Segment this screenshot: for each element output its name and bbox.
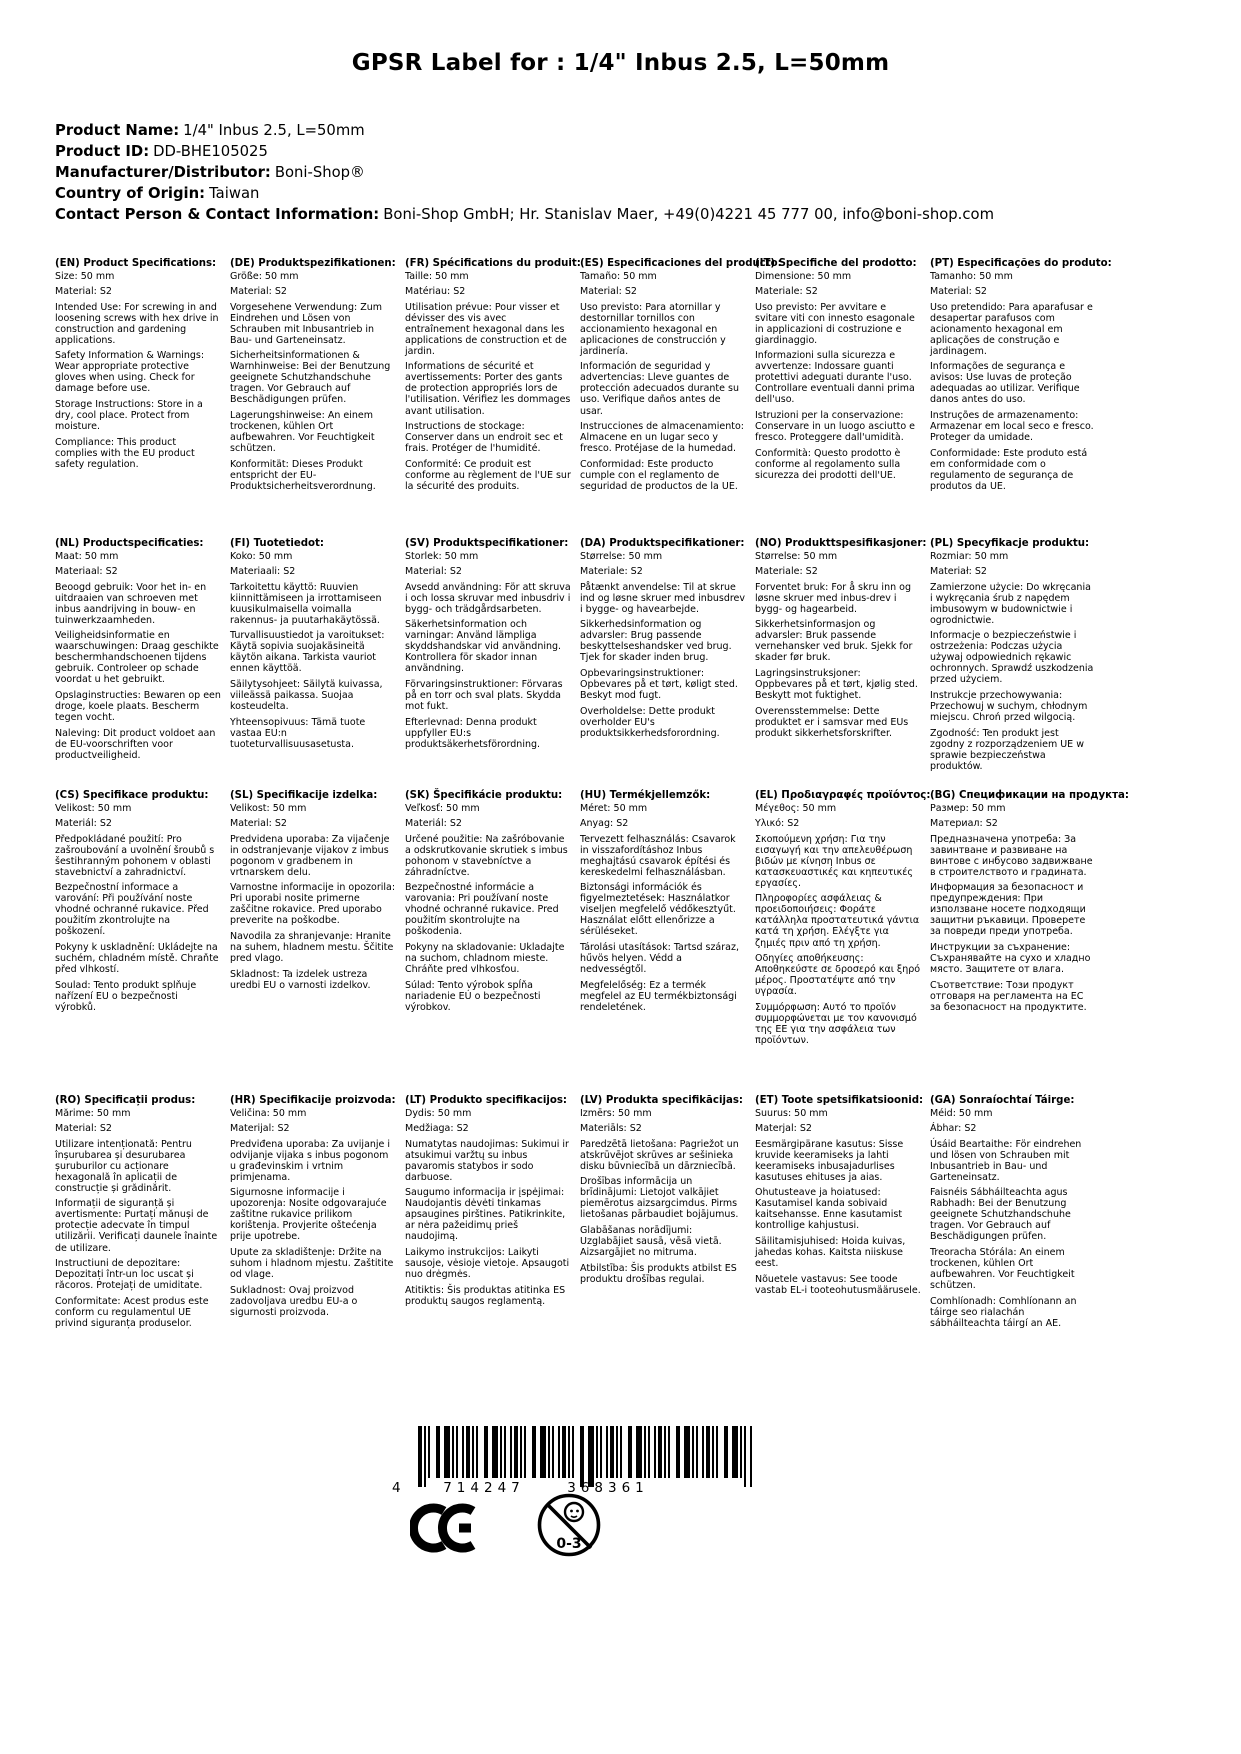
spec-block-header: (SK) Špecifikácie produktu: xyxy=(405,790,563,801)
spec-block-header: (GA) Sonraíochtaí Táirge: xyxy=(930,1095,1075,1106)
barcode-bar xyxy=(424,1426,426,1487)
spec-line: Predvidena uporaba: Za vijačenje in odstranjevanje vijakov z imbus pogonom v gradbenem in vrtnarskem delu. xyxy=(230,833,390,878)
product-info-label: Product Name: xyxy=(55,122,180,139)
spec-line: Conformidad: Este producto cumple con el reglamento de seguridad de productos de la UE. xyxy=(580,458,738,492)
spec-block-ro xyxy=(55,1095,230,1385)
spec-block-header: (NL) Productspecificaties: xyxy=(55,538,204,549)
spec-line: Υλικό: S2 xyxy=(755,818,800,830)
barcode-bar xyxy=(636,1426,642,1478)
spec-line: Materijal: S2 xyxy=(230,1123,290,1135)
barcode-bar xyxy=(476,1426,478,1478)
barcode-bar xyxy=(504,1426,506,1478)
spec-line: Sikkerhetsinformasjon og advarsler: Bruk passende vernehansker ved bruk. Sjekk for skader før bruk. xyxy=(755,619,913,664)
spec-line: Velikost: 50 mm xyxy=(230,802,307,814)
spec-line: Conformité: Ce produit est conforme au règlement de l'UE sur la sécurité des produits. xyxy=(405,458,571,492)
spec-line: Instruções de armazenamento: Armazenar em local seco e fresco. Proteger da umidade. xyxy=(930,410,1094,444)
page-title: GPSR Label for : 1/4" Inbus 2.5, L=50mm xyxy=(351,50,890,76)
spec-line: Materjal: S2 xyxy=(755,1123,812,1135)
barcode-bar xyxy=(740,1426,742,1478)
spec-block-header: (DE) Produktspezifikationen: xyxy=(230,258,396,269)
barcode-bar xyxy=(500,1426,502,1478)
spec-line: Οδηγίες αποθήκευσης: Αποθηκεύστε σε δροσερό και ξηρό μέρος. Προστατέψτε από την υγρασία. xyxy=(755,953,921,998)
spec-line: Säkerhetsinformation och varningar: Använd lämpliga skyddshandskar vid användning. Kontrollera för skador innan användning. xyxy=(405,619,562,675)
spec-line: Numatytas naudojimas: Sukimui ir atsukimui varžtų su inbus pavaromis statybos ir sodo darbuose. xyxy=(405,1138,569,1183)
spec-line: Biztonsági információk és figyelmeztetések: Használatkor viseljen megfelelő védőkesztyűt. Használat előtt ellenőrizze a sérüléseket. xyxy=(580,882,736,938)
spec-line: Uso previsto: Per avvitare e svitare viti con innesto esagonale in applicazioni di costruzione e giardinaggio. xyxy=(755,301,915,346)
spec-line: Μέγεθος: 50 mm xyxy=(755,802,837,814)
spec-line: Veličina: 50 mm xyxy=(230,1107,307,1119)
barcode-digits-right: 368361 xyxy=(567,1480,649,1496)
product-info-value: Boni-Shop GmbH; Hr. Stanislav Maer, +49(0)4221 45 777 00, info@boni-shop.com xyxy=(383,206,994,223)
barcode-bar xyxy=(648,1426,650,1478)
spec-line: Størrelse: 50 mm xyxy=(580,550,663,562)
barcode-bar xyxy=(616,1426,618,1478)
age-warning-0-3-icon xyxy=(536,1490,602,1560)
spec-line: Инструкции за съхранение: Съхранявайте на сухо и хладно място. Защитете от влага. xyxy=(930,942,1091,976)
spec-line: Bezpečnostní informace a varování: Při používání noste vhodné ochranné rukavice. Před použitím zkontrolujte na poškození. xyxy=(55,882,209,938)
barcode-bar xyxy=(716,1426,718,1478)
baby-face-icon xyxy=(565,1503,583,1521)
spec-line: Säilitamisjuhised: Hoida kuivas, jahedas kohas. Kaitsta niiskuse eest. xyxy=(755,1235,906,1270)
barcode-bar xyxy=(628,1426,632,1478)
spec-line: Bezpečnostné informácie a varovania: Pri používaní noste vhodné ochranné rukavice. Pred použitím skontrolujte na poškodenia. xyxy=(405,882,559,938)
barcode-bar xyxy=(668,1426,670,1478)
spec-line: Informações de segurança e avisos: Use luvas de proteção adequadas ao utilizar. Verifique danos antes do uso. xyxy=(930,361,1080,406)
spec-block-header: (BG) Спецификации на продукта: xyxy=(930,790,1129,801)
barcode-bar xyxy=(520,1426,522,1478)
spec-block-de xyxy=(230,258,405,538)
product-info-value: 1/4" Inbus 2.5, L=50mm xyxy=(183,122,365,139)
spec-block-no xyxy=(755,538,930,790)
spec-line: Lagringsinstruksjoner: Oppbevares på et tørt, kjølig sted. Beskytt mot fuktighet. xyxy=(755,667,918,701)
spec-line: Istruzioni per la conservazione: Conservare in un luogo asciutto e fresco. Proteggere dall'umidità. xyxy=(755,410,916,444)
barcode-bar xyxy=(532,1426,536,1478)
product-info-row xyxy=(55,141,994,162)
barcode-bar xyxy=(732,1426,738,1478)
spec-line: Předpokládané použití: Pro zašroubování a uvolnění šroubů s šestihranným pohonem v oblasti stavebnictví a zahradnictví. xyxy=(55,833,215,878)
spec-line: Navodila za shranjevanje: Hranite na suhem, hladnem mestu. Ščitite pred vlago. xyxy=(230,930,394,965)
barcode-bar xyxy=(702,1426,704,1478)
barcode-bar xyxy=(644,1426,646,1478)
spec-block-header: (DA) Produktspecifikationer: xyxy=(580,538,745,549)
barcode-bar xyxy=(548,1426,550,1478)
barcode-bar xyxy=(456,1426,458,1478)
barcode-bar xyxy=(510,1426,512,1478)
spec-line: Vorgesehene Verwendung: Zum Eindrehen und Lösen von Schrauben mit Inbusantrieb in Bau- und Garteneinsatz. xyxy=(230,301,382,346)
spec-line: Faisnéis Sábháilteachta agus Rabhadh: Bei der Benutzung geeignete Schutzhandschuhe tragen. Vor Gebrauch auf Beschädigungen prüfen. xyxy=(930,1187,1071,1243)
spec-line: Συμμόρφωση: Αυτό το προϊόν συμμορφώνεται με τον κανονισμό της ΕΕ για την ασφάλεια των προϊόντων. xyxy=(755,1001,917,1046)
spec-line: Konformität: Dieses Produkt entspricht der EU-Produktsicherheitsverordnung. xyxy=(230,458,376,492)
barcode-bar xyxy=(676,1426,680,1478)
spec-block-bg xyxy=(930,790,1129,1095)
barcode-bar xyxy=(654,1426,656,1478)
barcode-bar xyxy=(724,1426,728,1478)
barcode-bar xyxy=(568,1426,570,1478)
product-info-value: Taiwan xyxy=(209,185,260,202)
spec-line: Lagerungshinweise: An einem trockenen, kühlen Ort aufbewahren. Vor Feuchtigkeit schützen. xyxy=(230,410,375,455)
barcode-bar xyxy=(514,1426,518,1478)
spec-block-es xyxy=(580,258,782,538)
barcode-bar xyxy=(600,1426,602,1478)
spec-line: Instrucciones de almacenamiento: Almacene en un lugar seco y fresco. Protéjase de la humedad. xyxy=(580,421,744,455)
spec-line: Material: S2 xyxy=(580,286,637,298)
spec-line: Súlad: Tento výrobok spĺňa nariadenie EÚ o bezpečnosti výrobkov. xyxy=(405,979,541,1013)
spec-line: Zgodność: Ten produkt jest zgodny z rozporządzeniem UE w sprawie bezpieczeństwa produktów. xyxy=(930,727,1084,772)
spec-block-header: (SL) Specifikacije izdelka: xyxy=(230,790,378,801)
spec-line: Velikost: 50 mm xyxy=(55,802,132,814)
barcode-bar xyxy=(492,1426,498,1478)
spec-block-header: (NO) Produkttspesifikasjoner: xyxy=(755,538,927,549)
barcode-bar xyxy=(540,1426,546,1478)
spec-block-header: (RO) Specificații produs: xyxy=(55,1095,196,1106)
spec-line: Méid: 50 mm xyxy=(930,1107,993,1119)
spec-line: Material: S2 xyxy=(55,286,112,298)
spec-line: Skladnost: Ta izdelek ustreza uredbi EU o varnosti izdelkov. xyxy=(230,968,371,991)
spec-block-fi xyxy=(230,538,405,790)
spec-line: Drošības informācija un brīdinājumi: Lietojot valkājiet piemērotus aizsargcimdus. Pirms lietošanas pārbaudiet bojājumus. xyxy=(580,1176,739,1221)
spec-line: Größe: 50 mm xyxy=(230,270,299,282)
spec-line: Conformità: Questo prodotto è conforme al regolamento sulla sicurezza dei prodotti dell'UE. xyxy=(755,447,901,481)
spec-line: Medžiaga: S2 xyxy=(405,1123,469,1135)
barcode-bar xyxy=(692,1426,694,1478)
spec-line: Material: S2 xyxy=(230,286,287,298)
spec-line: Méret: 50 mm xyxy=(580,802,648,814)
spec-block-header: (LV) Produkta specifikācijas: xyxy=(580,1095,743,1106)
spec-line: Instrukcje przechowywania: Przechowuj w suchym, chłodnym miejscu. Chroń przed wilgocią. xyxy=(930,690,1088,724)
spec-line: Materiaal: S2 xyxy=(55,566,118,578)
spec-line: Sikkerhedsinformation og advarsler: Brug passende beskyttelseshandsker ved brug. Tjek for skader inden brug. xyxy=(580,619,732,664)
barcode-bar xyxy=(684,1426,690,1478)
spec-grid xyxy=(55,258,1129,1385)
spec-block-fr xyxy=(405,258,580,538)
spec-block-header: (LT) Produkto specifikacijos: xyxy=(405,1095,567,1106)
product-info-label: Manufacturer/Distributor: xyxy=(55,164,271,181)
spec-line: Uso pretendido: Para aparafusar e desapertar parafusos com acionamento hexagonal em aplicações de construção e jardinagem. xyxy=(930,301,1093,357)
product-info-value: DD-BHE105025 xyxy=(153,143,268,160)
barcode-digits-left: 714247 xyxy=(443,1480,525,1496)
product-info-row xyxy=(55,183,994,204)
spec-line: Rozmiar: 50 mm xyxy=(930,550,1009,562)
spec-line: Materiál: S2 xyxy=(55,818,112,830)
spec-block-header: (EL) Προδιαγραφές προϊόντος: xyxy=(755,790,931,801)
spec-line: Safety Information & Warnings: Wear appropriate protective gloves when using. Check for damage before use. xyxy=(55,350,205,395)
spec-line: Σκοπούμενη χρήση: Για την εισαγωγή και την απελευθέρωση βιδών με κίνηση Inbus σε κατασκευαστικές και κηπευτικές εργασίες. xyxy=(755,833,913,889)
spec-line: Atitiktis: Šis produktas atitinka ES produktų saugos reglamentą. xyxy=(405,1284,566,1307)
product-info-label: Country of Origin: xyxy=(55,185,206,202)
spec-line: Beoogd gebruik: Voor het in- en uitdraaien van schroeven met inbus aandrijving in bouw- en tuinwerkzaamheden. xyxy=(55,581,207,626)
spec-block-header: (FR) Spécifications du produit: xyxy=(405,258,581,269)
spec-line: Size: 50 mm xyxy=(55,270,115,282)
spec-line: Uso previsto: Para atornillar y destornillar tornillos con accionamiento hexagonal en aplicaciones de construcción y jardinería. xyxy=(580,301,726,357)
spec-line: Materiale: S2 xyxy=(580,566,643,578)
spec-block-ga xyxy=(930,1095,1105,1385)
spec-line: Comhlíonadh: Comhlíonann an táirge seo rialachán sábháilteachta táirgí an AE. xyxy=(930,1295,1077,1329)
spec-line: Anyag: S2 xyxy=(580,818,629,830)
spec-line: Varnostne informacije in opozorila: Pri uporabi nosite primerne zaščitne rokavice. Pred uporabo preverite na poškodbe. xyxy=(230,882,396,927)
spec-block-el xyxy=(755,790,930,1095)
barcode-bar xyxy=(558,1426,560,1478)
spec-line: Veiligheidsinformatie en waarschuwingen: Draag geschikte beschermhandschoenen tijdens gebruik. Controleer op schade voordat u het gebruikt. xyxy=(55,630,219,686)
spec-block-lt xyxy=(405,1095,580,1385)
barcode-bar xyxy=(466,1426,470,1478)
spec-line: Predviđena uporaba: Za uvijanje i odvijanje vijaka s inbus pogonom u građevinskim i vrtnim primjenama. xyxy=(230,1138,391,1183)
product-info-label: Product ID: xyxy=(55,143,150,160)
spec-line: Ohutusteave ja hoiatused: Kasutamisel kanda sobivaid kaitsehansse. Enne kasutamist kontrollige kahjustusi. xyxy=(755,1187,903,1232)
barcode-bar xyxy=(580,1426,584,1487)
spec-line: Instructiuni de depozitare: Depozitați într-un loc uscat și răcoros. Protejați de umiditate. xyxy=(55,1258,203,1292)
spec-line: Utilisation prévue: Pour visser et dévisser des vis avec entraînement hexagonal dans les applications de construction et de jardin. xyxy=(405,301,567,357)
spec-block-header: (FI) Tuotetiedot: xyxy=(230,538,324,549)
spec-block-header: (ET) Toote spetsifikatsioonid: xyxy=(755,1095,924,1106)
ce-mark-icon xyxy=(410,1502,476,1554)
spec-line: Tárolási utasítások: Tartsd száraz, hűvös helyen. Védd a nedvességtől. xyxy=(580,942,739,976)
spec-line: Tamanho: 50 mm xyxy=(930,270,1013,282)
spec-line: Størrelse: 50 mm xyxy=(755,550,838,562)
spec-line: Tamaño: 50 mm xyxy=(580,270,657,282)
spec-block-da xyxy=(580,538,755,790)
barcode-prefix-digit: 4 xyxy=(392,1480,401,1496)
barcode-bar xyxy=(444,1426,450,1478)
barcode-bar xyxy=(696,1426,698,1478)
spec-line: Upute za skladištenje: Držite na suhom i hladnom mjestu. Zaštitite od vlage. xyxy=(230,1247,394,1281)
product-info xyxy=(55,120,994,225)
spec-line: Saugumo informacija ir įspėjimai: Naudojantis dėvėti tinkamas apsaugines pirštines. Patikrinkite, ar nėra pažeidimų prieš naudojimą. xyxy=(405,1187,566,1243)
spec-line: Pokyny k uskladnění: Ukládejte na suchém, chladném místě. Chraňte před vlhkostí. xyxy=(55,942,219,976)
spec-line: Material: S2 xyxy=(230,818,287,830)
spec-line: Materiale: S2 xyxy=(755,286,818,298)
barcode-bar xyxy=(452,1426,454,1478)
barcode-bar xyxy=(472,1426,474,1478)
spec-line: Dydis: 50 mm xyxy=(405,1107,472,1119)
spec-line: Koko: 50 mm xyxy=(230,550,293,562)
spec-line: Påtænkt anvendelse: Til at skrue ind og løsne skruer med inbusdrev i bygge- og havearbejde. xyxy=(580,581,746,615)
barcode-bar xyxy=(606,1426,608,1478)
barcode-bar xyxy=(552,1426,554,1478)
spec-line: Размер: 50 mm xyxy=(930,802,1006,814)
spec-line: Úsáid Beartaithe: För eindrehen und lösen von Schrauben mit Inbusantrieb in Bau- und Garteneinsatz. xyxy=(930,1138,1082,1183)
spec-line: Utilizare intenționată: Pentru înșurubarea și desurubarea șuruburilor cu acționare hexagonală în aplicații de construcție și grădinărit. xyxy=(55,1138,192,1194)
spec-line: Material: S2 xyxy=(405,566,462,578)
spec-block-lv xyxy=(580,1095,755,1385)
spec-line: Megfelelőség: Ez a termék megfelel az EU termékbiztonsági rendeletének. xyxy=(580,979,737,1013)
barcode-bar xyxy=(572,1426,574,1478)
barcode-bar xyxy=(664,1426,666,1478)
spec-line: Материал: S2 xyxy=(930,818,998,830)
spec-line: Ábhar: S2 xyxy=(930,1123,977,1135)
spec-block-sk xyxy=(405,790,580,1095)
spec-block-en xyxy=(55,258,230,538)
spec-line: Paredzētā lietošana: Pagriežot un atskrūvējot skrūves ar sešinieka disku būvniecībā un dārzniecībā. xyxy=(580,1138,739,1172)
spec-block-sv xyxy=(405,538,580,790)
spec-block-hu xyxy=(580,790,755,1095)
spec-line: Información de seguridad y advertencias: Lleve guantes de protección adecuados durante su uso. Verifique daños antes de usar. xyxy=(580,361,739,417)
spec-line: Materiāls: S2 xyxy=(580,1123,642,1135)
spec-line: Materiál: S2 xyxy=(405,818,462,830)
spec-line: Dimensione: 50 mm xyxy=(755,270,852,282)
spec-line: Atbilstība: Šis produkts atbilst ES produktu drošības regulai. xyxy=(580,1262,737,1285)
product-info-row xyxy=(55,204,994,225)
spec-line: Pokyny na skladovanie: Ukladajte na suchom, chladnom mieste. Chráňte pred vlhkosťou. xyxy=(405,942,565,976)
spec-line: Säilytysohjeet: Säilytä kuivassa, viileässä paikassa. Suojaa kosteudelta. xyxy=(230,678,383,713)
barcode-bar xyxy=(610,1426,614,1478)
spec-block-sl xyxy=(230,790,405,1095)
barcode-bar xyxy=(744,1426,746,1487)
spec-line: Предназначена употреба: За завинтване и развиване на винтове с инбусово задвижване в строителството и градината. xyxy=(930,833,1093,878)
spec-line: Sicherheitsinformationen & Warnhinweise: Bei der Benutzung geeignete Schutzhandschuhe tragen. Vor Gebrauch auf Beschädigungen prüfen. xyxy=(230,350,391,406)
barcode-bar xyxy=(706,1426,710,1478)
spec-line: Naleving: Dit product voldoet aan de EU-voorschriften voor productveiligheid. xyxy=(55,727,216,761)
spec-line: Sigurnosne informacije i upozorenja: Nosite odgovarajuće zaštitne rukavice prilikom korištenja. Provjerite oštećenja prije upotrebe. xyxy=(230,1187,387,1243)
spec-line: Съответствие: Този продукт отговаря на регламента на ЕС за безопасност на продуктите. xyxy=(930,979,1087,1013)
product-info-row xyxy=(55,120,994,141)
spec-block-pl xyxy=(930,538,1105,790)
spec-line: Izmērs: 50 mm xyxy=(580,1107,652,1119)
product-info-label: Contact Person & Contact Information: xyxy=(55,206,380,223)
spec-line: Yhteensopivuus: Tämä tuote vastaa EU:n tuoteturvallisuusasetusta. xyxy=(230,716,366,750)
spec-line: Tervezett felhasználás: Csavarok in visszafordításhoz Inbus meghajtású csavarok építési és kereskedelmi felhasználásban. xyxy=(580,833,736,878)
spec-block-hr xyxy=(230,1095,405,1385)
spec-block-header: (ES) Especificaciones del producto: xyxy=(580,258,782,269)
barcode-bar xyxy=(428,1426,430,1478)
spec-line: Informacje o bezpieczeństwie i ostrzeżenia: Podczas użycia używaj odpowiednich rękawic ochronnych. Sprawdź uszkodzenia przed użyciem. xyxy=(930,630,1094,686)
spec-line: Compliance: This product complies with the EU product safety regulation. xyxy=(55,436,195,470)
spec-line: Laikymo instrukcijos: Laikyti sausoje, vėsioje vietoje. Apsaugoti nuo drėgmės. xyxy=(405,1247,570,1281)
spec-block-header: (EN) Product Specifications: xyxy=(55,258,217,269)
spec-line: Informations de sécurité et avertissements: Porter des gants de protection appropriés lors de l'utilisation. Vérifiez les dommages avant utilisation. xyxy=(405,361,571,417)
spec-line: Mărime: 50 mm xyxy=(55,1107,131,1119)
product-info-value: Boni-Shop® xyxy=(274,164,365,181)
spec-block-header: (HU) Termékjellemzők: xyxy=(580,790,711,801)
barcode-bar xyxy=(658,1426,662,1478)
spec-line: Materiaali: S2 xyxy=(230,566,296,578)
spec-line: Overholdelse: Dette produkt overholder EU's produktsikkerhedsforordning. xyxy=(580,705,720,739)
spec-line: Suurus: 50 mm xyxy=(755,1107,828,1119)
spec-line: Taille: 50 mm xyxy=(405,270,469,282)
spec-line: Soulad: Tento produkt splňuje nařízení EU o bezpečnosti výrobků. xyxy=(55,979,197,1013)
spec-line: Materiale: S2 xyxy=(755,566,818,578)
spec-block-it xyxy=(755,258,930,538)
spec-line: Treoracha Stórála: An einem trockenen, kühlen Ort aufbewahren. Vor Feuchtigkeit schützen. xyxy=(930,1247,1075,1292)
spec-line: Πληροφορίες ασφάλειας & προειδοποιήσεις: Φοράτε κατάλληλα προστατευτικά γάντια κατά τη χρήση. Ελέγξτε για ζημιές πριν από τη χρήση. xyxy=(755,893,920,949)
spec-block-header: (PT) Especificações do produto: xyxy=(930,258,1112,269)
barcode-bar xyxy=(562,1426,566,1478)
spec-block-cs xyxy=(55,790,230,1095)
spec-line: Instructions de stockage: Conserver dans un endroit sec et frais. Protéger de l'humidité. xyxy=(405,421,563,455)
spec-line: Förvaringsinstruktioner: Förvaras på en torr och sval plats. Skydda mot fukt. xyxy=(405,678,563,713)
spec-line: Turvallisuustiedot ja varoitukset: Käytä sopivia suojakäsineitä käytön aikana. Tarkista vauriot ennen käyttöä. xyxy=(230,630,385,675)
spec-line: Opbevaringsinstruktioner: Opbevares på et tørt, køligt sted. Beskyt mod fugt. xyxy=(580,667,738,701)
barcode-bar xyxy=(596,1426,598,1478)
spec-line: Efterlevnad: Denna produkt uppfyller EU:s produktsäkerhetsförordning. xyxy=(405,716,541,750)
barcode-bar xyxy=(436,1426,440,1478)
spec-line: Forventet bruk: For å skru inn og løsne skruer med inbus-drev i bygg- og hagearbeid. xyxy=(755,581,911,615)
spec-block-header: (PL) Specyfikacje produktu: xyxy=(930,538,1090,549)
spec-line: Matériau: S2 xyxy=(405,286,466,298)
spec-block-et xyxy=(755,1095,930,1385)
barcode-bar xyxy=(462,1426,464,1478)
spec-line: Eesmärgipärane kasutus: Sisse kruvide keeramiseks ja lahti keeramiseks inbusajadurlises kasutuses ehituses ja aias. xyxy=(755,1138,904,1183)
barcode-bar xyxy=(620,1426,622,1478)
barcode-bars xyxy=(418,1426,754,1488)
spec-line: Tarkoitettu käyttö: Ruuvien kiinnittämiseen ja irrottamiseen kuusikulmaisella voimalla rakennus- ja puutarhakäytössä. xyxy=(230,581,382,626)
spec-block-header: (IT) Specifiche del prodotto: xyxy=(755,258,917,269)
spec-line: Storage Instructions: Store in a dry, cool place. Protect from moisture. xyxy=(55,398,203,433)
spec-line: Conformitate: Acest produs este conform cu regulamentul UE privind siguranța produselor. xyxy=(55,1295,209,1329)
spec-line: Určené použitie: Na zašróbovanie a odskrutkovanie skrutiek s imbus pohonom v stavebníctve a záhradníctve. xyxy=(405,833,568,878)
spec-line: Информация за безопасност и предупреждения: При използване носете подходящи защитни ръкавици. Проверете за повреди преди употреба. xyxy=(930,882,1086,938)
barcode-bar xyxy=(524,1426,526,1478)
spec-line: Veľkosť: 50 mm xyxy=(405,802,480,814)
spec-line: Intended Use: For screwing in and loosening screws with hex drive in construction and gardening applications. xyxy=(55,301,219,346)
spec-line: Storlek: 50 mm xyxy=(405,550,479,562)
spec-line: Materiał: S2 xyxy=(930,566,987,578)
spec-block-nl xyxy=(55,538,230,790)
spec-line: Zamierzone użycie: Do wkręcania i wykręcania śrub z napędem imbusowym w budownictwie i ogrodnictwie. xyxy=(930,581,1091,626)
spec-line: Sukladnost: Ovaj proizvod zadovoljava uredbu EU-a o sigurnosti proizvoda. xyxy=(230,1284,358,1318)
barcode-bar xyxy=(750,1426,752,1487)
spec-line: Glabāšanas norādījumi: Uzglabājiet sausā, vēsā vietā. Aizsargājiet no mitruma. xyxy=(580,1224,722,1258)
spec-line: Material: S2 xyxy=(930,286,987,298)
spec-line: Informazioni sulla sicurezza e avvertenze: Indossare guanti protettivi adeguati durante l'uso. Controllare eventuali danni prima dell'uso. xyxy=(755,350,915,406)
spec-line: Opslaginstructies: Bewaren op een droge, koele plaats. Bescherm tegen vocht. xyxy=(55,690,221,724)
spec-block-pt xyxy=(930,258,1112,538)
barcode-bar xyxy=(588,1426,594,1487)
spec-line: Avsedd användning: För att skruva i och lossa skruvar med inbusdriv i bygg- och trädgårdsarbeten. xyxy=(405,581,571,615)
spec-line: Material: S2 xyxy=(55,1123,112,1135)
product-info-row xyxy=(55,162,994,183)
spec-line: Conformidade: Este produto está em conformidade com o regulamento de segurança de produtos da UE. xyxy=(930,447,1088,492)
spec-line: Informații de siguranță și avertismente: Purtați mănuși de protecție adecvate în timpul utilizării. Verificați daunele înainte de utilizare. xyxy=(55,1198,218,1254)
barcode-bar xyxy=(712,1426,714,1478)
barcode-bar xyxy=(418,1426,422,1487)
spec-block-header: (HR) Specifikacije proizvoda: xyxy=(230,1095,396,1106)
age-warning-label: 0-3 xyxy=(556,1536,582,1552)
spec-line: Overensstemmelse: Dette produktet er i samsvar med EUs produkt sikkerhetsforskrifter. xyxy=(755,705,909,739)
spec-block-header: (SV) Produktspecifikationer: xyxy=(405,538,569,549)
spec-line: Nõuetele vastavus: See toode vastab EL-i tooteohutusmäärusele. xyxy=(755,1273,921,1296)
spec-line: Maat: 50 mm xyxy=(55,550,119,562)
spec-block-header: (CS) Specifikace produktu: xyxy=(55,790,209,801)
barcode-bar xyxy=(484,1426,488,1478)
